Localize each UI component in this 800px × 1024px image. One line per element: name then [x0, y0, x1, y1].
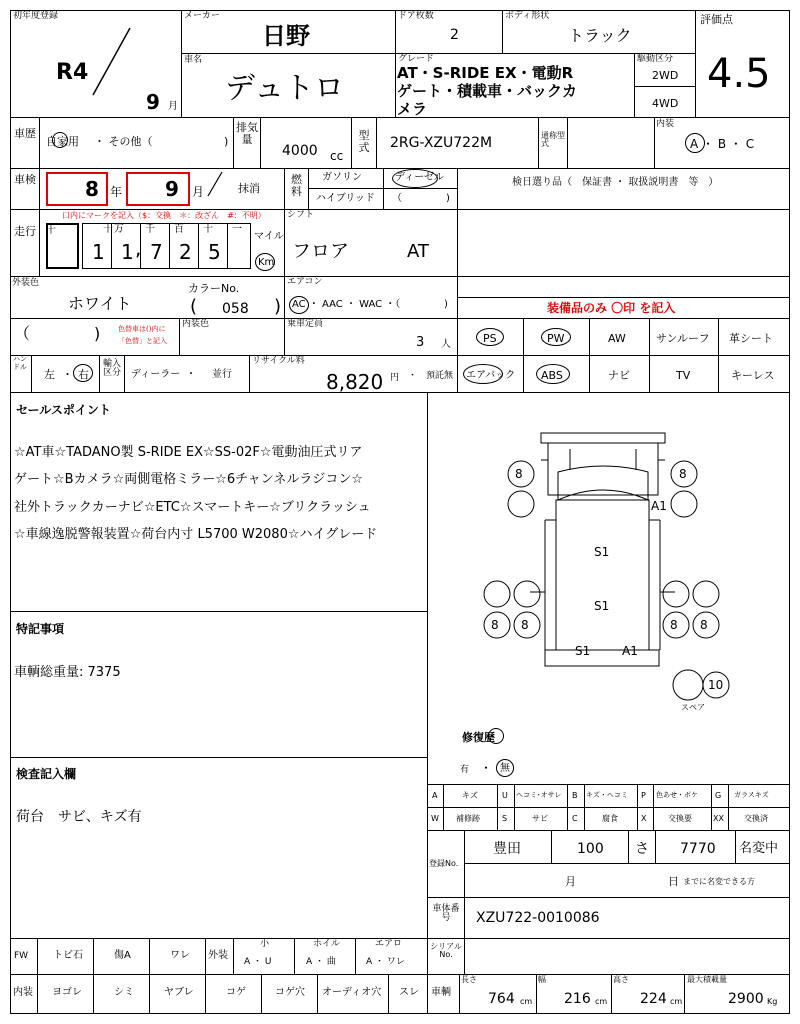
tire — [484, 581, 510, 607]
history-private: 自家用 — [46, 135, 79, 148]
legend-code: XX — [713, 814, 724, 823]
import-label: 輸入区分 — [102, 359, 121, 379]
len-unit: cm — [520, 997, 533, 1006]
mileage-unit-km: Km — [258, 257, 275, 268]
handle-right: 右 — [78, 368, 89, 381]
ext-wheel-value: A ・ 曲 — [306, 957, 336, 967]
damage-mark: S1 — [594, 599, 610, 613]
legend-text: 腐食 — [602, 814, 618, 823]
mileage-unit: 十 — [203, 224, 213, 235]
ext-small-label: 小 — [260, 939, 270, 949]
exterior-value: ホワイト — [68, 294, 132, 313]
equip-leather: 革シート — [729, 332, 773, 345]
special-title: 特記事項 — [16, 622, 65, 636]
repair-no: 無 — [500, 763, 510, 774]
equip-aw: AW — [608, 332, 626, 345]
color-no-value: 058 — [222, 301, 249, 317]
import-parallel: 並行 — [212, 369, 232, 380]
interior-item: コゲ — [226, 987, 246, 998]
legend-text: ガラスキズ — [734, 791, 769, 799]
mileage-digit: 1 — [121, 240, 134, 264]
equip-title: 装備品のみ 〇印 を記入 — [547, 301, 676, 315]
interior-item: スレ — [399, 987, 419, 998]
equip-pw: PW — [547, 332, 565, 345]
serial-label: シリアルNo. — [430, 942, 462, 960]
legend-text: ヘコミ･オサレ — [516, 791, 562, 799]
inspection-month: 9 — [165, 177, 179, 201]
ext-wheel-label: ホイル — [313, 939, 341, 949]
recycle-label: リサイクル料 — [252, 356, 305, 366]
disp-unit: cc — [330, 149, 344, 163]
ext-small-value: A ・ U — [244, 957, 272, 967]
repair-dot: ・ — [480, 761, 493, 775]
shift-type: フロア — [292, 240, 350, 262]
color-no-label: カラーNo. — [188, 282, 240, 295]
repair-label-circle — [488, 728, 504, 744]
mileage-unit: 一 — [232, 224, 242, 235]
legend-text: 交換要 — [668, 814, 692, 823]
legend-code: U — [502, 791, 508, 800]
chassis-label: 車体番号 — [432, 904, 460, 924]
color-change-open: （ — [14, 324, 31, 343]
body-value: トラック — [568, 26, 632, 45]
grade-line2: ゲート・積載車・バックカ — [397, 82, 578, 100]
len-label: 長さ — [461, 975, 477, 984]
mileage-comma: , — [135, 236, 142, 260]
repair-no-circle — [496, 759, 514, 777]
mileage-unit: 十 — [46, 225, 56, 236]
load-label: 最大積載量 — [687, 975, 727, 984]
registration-label: 登録No. — [429, 859, 459, 868]
handle-left: 左 — [44, 368, 55, 381]
recycle-value: 8,820 — [326, 370, 384, 394]
registration-number: 7770 — [680, 841, 716, 857]
spare-tire — [673, 670, 703, 700]
aircon-label: エアコン — [287, 277, 323, 287]
equip-airbag: エアバック — [466, 370, 516, 381]
sales-line: ゲート☆Bカメラ☆両側電格ミラー☆6チャンネルラジコン☆ — [14, 472, 364, 487]
interior-item: コゲ穴 — [275, 987, 305, 998]
tire-group — [484, 461, 729, 700]
history-other: ・ その他（ — [94, 135, 153, 148]
hgt-unit: cm — [670, 997, 683, 1006]
equip-navi: ナビ — [608, 369, 630, 382]
sales-line: ☆AT車☆TADANO製 S-RIDE EX☆SS-02F☆電動油圧式リア — [14, 445, 363, 460]
aircon-close: ) — [444, 299, 448, 310]
inspection-label: 車検 — [14, 173, 36, 186]
chassis-value: XZU722-0010086 — [476, 910, 600, 926]
interior-color-label: 内装色 — [182, 319, 210, 329]
fuel-diesel: ディーゼル — [395, 172, 444, 183]
mileage-unit-mile: マイル — [254, 231, 284, 242]
fuel-hybrid-close: ) — [446, 193, 450, 204]
hgt-label: 高さ — [613, 975, 629, 984]
drive-2wd: 2WD — [652, 69, 679, 82]
tire-grade: 10 — [708, 678, 724, 692]
spare-label: スペア — [681, 703, 705, 712]
fw-label: FW — [14, 951, 29, 961]
history-close: ) — [224, 135, 229, 148]
import-dot: ・ — [186, 369, 196, 380]
shift-label: シフト — [287, 210, 315, 220]
legend-text: サビ — [532, 814, 548, 823]
damage-mark: S1 — [594, 545, 610, 559]
legend-code: B — [572, 791, 578, 800]
fw-item: 傷A — [114, 950, 131, 961]
mileage-digit: 5 — [208, 240, 221, 264]
inspection-cancel: 抹消 — [238, 182, 260, 195]
registration-status: 名変中 — [739, 841, 779, 856]
mileage-digit: 2 — [179, 240, 192, 264]
fuel-label: 燃料 — [291, 173, 302, 198]
tire — [671, 491, 697, 517]
tire-grade: 8 — [521, 618, 529, 632]
color-no-open: ( — [190, 296, 198, 317]
history-label: 車歴 — [14, 127, 36, 140]
carname-label: 車名 — [184, 55, 203, 65]
mileage-note: 口内にマークを記入（$：交換 ＊：改ざん #：不明） — [62, 211, 266, 220]
interior-item: シミ — [114, 987, 134, 998]
equip-abs: ABS — [541, 369, 563, 382]
aircon-options: AC ・ AAC ・ WAC ・（ — [292, 299, 401, 310]
equip-ps: PS — [483, 332, 497, 345]
fuel-hybrid-paren: （ — [392, 193, 402, 204]
tire-grade: 8 — [515, 467, 523, 481]
interior-grade-value: A ・ B ・ C — [690, 137, 755, 151]
registration-month: 月 — [565, 875, 576, 888]
mileage-unit: 万 — [114, 224, 124, 235]
legend-code: W — [431, 814, 439, 823]
registration-kana: さ — [635, 841, 649, 857]
inspection-year-unit: 年 — [110, 185, 123, 199]
model-label: 型式 — [358, 129, 370, 154]
registration-deadline: までに名変できる方 — [683, 877, 755, 886]
repair-yes: 有 — [460, 765, 470, 775]
model-value: 2RG-XZU722M — [390, 135, 493, 151]
registration-class: 100 — [577, 841, 604, 857]
mileage-digit: 7 — [150, 240, 163, 264]
hgt-value: 224 — [640, 991, 667, 1007]
doors-label: ドア枚数 — [398, 11, 434, 21]
interior-item: オーディオ穴 — [322, 987, 382, 998]
grade-line3: メラ — [397, 100, 428, 118]
body-label: ボディ形状 — [505, 11, 550, 21]
special-text: 車輌総重量: 7375 — [14, 665, 121, 680]
inspection-month-unit: 月 — [192, 185, 205, 199]
mileage-unit: 百 — [174, 224, 184, 235]
damage-mark: S1 — [575, 644, 591, 658]
sales-points-title: セールスポイント — [16, 403, 111, 417]
legend-code: X — [641, 814, 647, 823]
tire-grade: 8 — [700, 618, 708, 632]
damage-mark: A1 — [651, 499, 667, 513]
drive-4wd: 4WD — [652, 97, 679, 110]
recycle-deposit: 預託無 — [426, 371, 454, 381]
wid-unit: cm — [595, 997, 608, 1006]
equip-keyless: キーレス — [731, 369, 775, 382]
interior-grade-label: 内装 — [656, 119, 675, 129]
import-dealer: ディーラー — [131, 369, 181, 380]
exterior-label: 外装色 — [12, 278, 40, 288]
wid-value: 216 — [564, 991, 591, 1007]
tire — [508, 491, 534, 517]
recycle-unit: 円 — [390, 373, 400, 383]
legend-text: 補修跡 — [456, 814, 480, 823]
interior-item: ヨゴレ — [52, 987, 82, 998]
equip-sunroof: サンルーフ — [656, 332, 710, 345]
tire-grade: 8 — [679, 467, 687, 481]
reg-era: R4 — [56, 60, 89, 85]
drive-label: 駆動区分 — [637, 54, 674, 64]
capacity-label: 乗車定員 — [287, 319, 324, 329]
legend-text: キズ — [462, 791, 478, 800]
interior-label: 内装 — [13, 987, 33, 998]
maker-value: 日野 — [262, 22, 310, 50]
fuel-gasoline: ガソリン — [322, 172, 362, 183]
score-value: 4.5 — [707, 51, 771, 97]
tire-grade: 8 — [670, 618, 678, 632]
tire — [693, 581, 719, 607]
common-model-label: 通称型式 — [541, 131, 565, 148]
legend-code: P — [641, 791, 646, 800]
fuel-hybrid: ハイブリッド — [316, 193, 375, 204]
grade-label: グレード — [398, 54, 435, 64]
mileage-label: 走行 — [14, 225, 36, 238]
registration-area: 豊田 — [493, 841, 521, 857]
load-unit: Kg — [767, 997, 778, 1006]
interior-item: ヤブレ — [164, 987, 194, 998]
sales-line: ☆車線逸脱警報装置☆荷台内寸 L5700 W2080☆ハイグレード — [14, 527, 378, 542]
ext-aero-value: A ・ ワレ — [366, 957, 405, 967]
dims-label: 車輌 — [431, 987, 451, 998]
registration-day: 日 — [668, 875, 679, 888]
tire — [663, 581, 689, 607]
sales-line: 社外トラックカーナビ☆ETC☆スマートキー☆ブリクラッシュ — [14, 500, 371, 515]
items-label: 検日選り品（ 保証書 ・ 取扱説明書 等 ） — [512, 177, 719, 188]
ext-aero-label: エアロ — [375, 939, 403, 949]
load-value: 2900 — [728, 991, 764, 1007]
tire-grade: 8 — [491, 618, 499, 632]
color-change-close: ) — [94, 324, 101, 343]
fw-item: ワレ — [170, 950, 190, 961]
carname-value: デュトロ — [225, 71, 345, 106]
shift-value: AT — [407, 241, 429, 262]
reg-label: 初年度登録 — [13, 11, 59, 21]
inspection-notes-title: 検査記入欄 — [16, 767, 77, 781]
mileage-unit: 千 — [145, 224, 155, 235]
equip-tv: TV — [676, 369, 691, 382]
tire — [514, 581, 540, 607]
legend-text: キズ・ヘコミ — [586, 791, 628, 799]
color-change-note1: 色替車は()内に — [118, 325, 166, 333]
reg-month: 9 — [146, 90, 160, 114]
legend-code: C — [572, 814, 578, 823]
recycle-dot: ・ — [408, 371, 418, 381]
legend-text: 色あせ・ボケ — [656, 791, 698, 799]
score-label: 評価点 — [700, 13, 733, 26]
mileage-unit: 十 — [103, 224, 113, 235]
fw-item: トビ石 — [53, 950, 83, 961]
len-value: 764 — [488, 991, 515, 1007]
grade-line1: AT・S-RIDE EX・電動R — [397, 64, 574, 82]
capacity-unit: 人 — [441, 339, 451, 350]
legend-code: S — [502, 814, 508, 823]
color-change-note2: 「色替」と記入 — [118, 337, 167, 345]
inspection-year: 8 — [85, 177, 99, 201]
mileage-digit: 1 — [92, 240, 105, 264]
reg-month-unit: 月 — [168, 101, 178, 112]
legend-code: A — [432, 791, 438, 800]
repair-label: 修復歴 — [462, 731, 495, 744]
maker-label: メーカー — [184, 11, 220, 21]
legend-code: G — [715, 791, 722, 800]
color-no-close: ) — [274, 296, 282, 317]
handle-dot: ・ — [62, 368, 73, 381]
wid-label: 幅 — [538, 975, 546, 984]
legend-text: 交換済 — [744, 814, 768, 823]
capacity-value: 3 — [416, 335, 425, 350]
handle-label: ハンドル — [13, 355, 27, 371]
disp-label: 排気量 — [236, 121, 258, 146]
doors-value: 2 — [450, 27, 459, 43]
damage-mark: A1 — [622, 644, 638, 658]
inspection-notes-text: 荷台 サビ、キズ有 — [16, 809, 142, 825]
ext-label: 外装 — [208, 950, 228, 961]
disp-value: 4000 — [282, 143, 318, 159]
